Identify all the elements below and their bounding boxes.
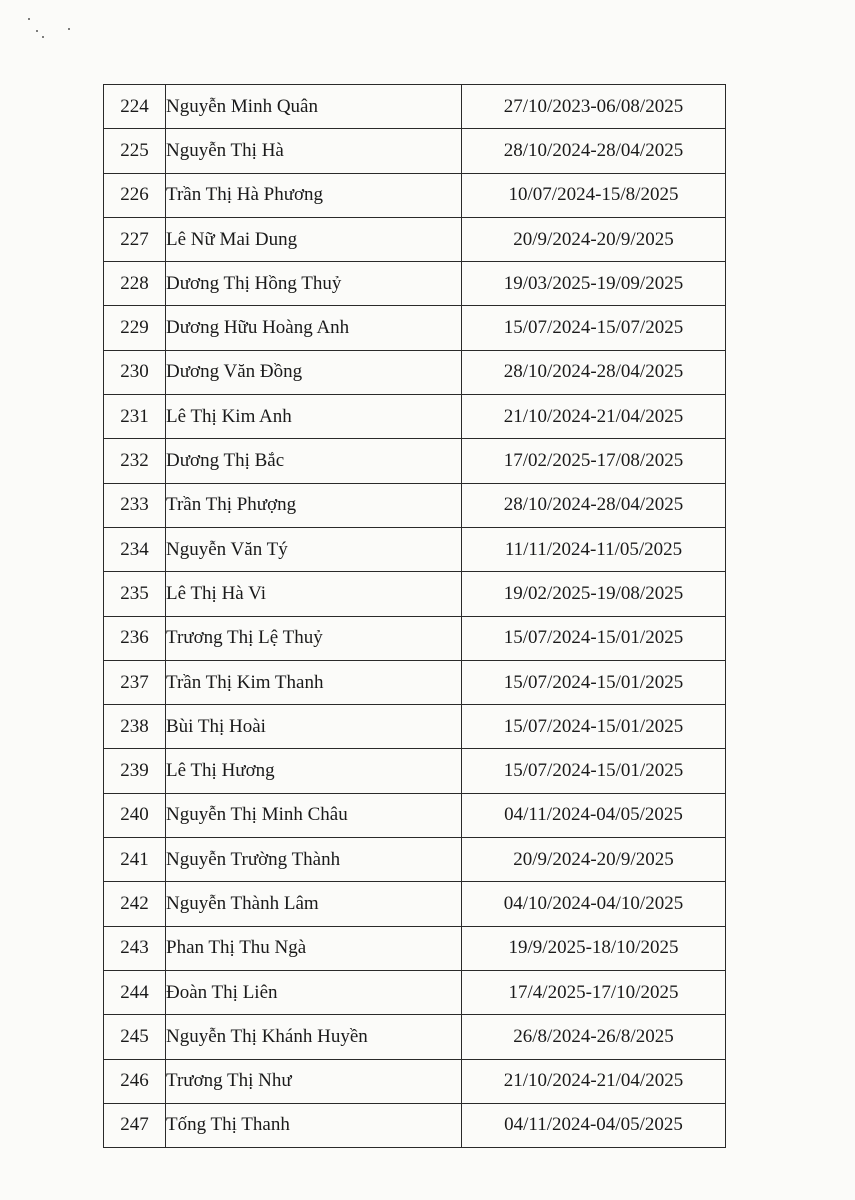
- table-row: [104, 749, 726, 793]
- period-cell: 11/11/2024-11/05/2025: [462, 527, 726, 571]
- name-cell: Dương Hữu Hoàng Anh: [166, 306, 462, 350]
- name-cell: Trần Thị Hà Phương: [166, 173, 462, 217]
- row-number-cell: 240: [104, 793, 166, 837]
- name-cell: Nguyễn Thị Minh Châu: [166, 793, 462, 837]
- name-cell: Lê Nữ Mai Dung: [166, 217, 462, 261]
- row-number-cell: 234: [104, 527, 166, 571]
- name-cell: Trần Thị Kim Thanh: [166, 660, 462, 704]
- period-cell: 04/11/2024-04/05/2025: [462, 1103, 726, 1147]
- period-cell: 19/9/2025-18/10/2025: [462, 926, 726, 970]
- table-row: [104, 1015, 726, 1059]
- name-cell: Phan Thị Thu Ngà: [166, 926, 462, 970]
- name-cell: Dương Thị Hồng Thuỷ: [166, 262, 462, 306]
- name-cell: Tống Thị Thanh: [166, 1103, 462, 1147]
- row-number-cell: 246: [104, 1059, 166, 1103]
- row-number-cell: 243: [104, 926, 166, 970]
- table-row: [104, 882, 726, 926]
- period-cell: 15/07/2024-15/01/2025: [462, 616, 726, 660]
- name-cell: Đoàn Thị Liên: [166, 970, 462, 1014]
- roster-table: [103, 84, 726, 1148]
- name-cell: Lê Thị Hương: [166, 749, 462, 793]
- period-cell: 04/11/2024-04/05/2025: [462, 793, 726, 837]
- table-row: [104, 616, 726, 660]
- roster-table-body: [104, 85, 726, 1148]
- name-cell: Lê Thị Hà Vi: [166, 572, 462, 616]
- name-cell: Bùi Thị Hoài: [166, 705, 462, 749]
- period-cell: 20/9/2024-20/9/2025: [462, 838, 726, 882]
- row-number-cell: 238: [104, 705, 166, 749]
- row-number-cell: 228: [104, 262, 166, 306]
- name-cell: Trương Thị Như: [166, 1059, 462, 1103]
- name-cell: Nguyễn Trường Thành: [166, 838, 462, 882]
- row-number-cell: 224: [104, 85, 166, 129]
- name-cell: Nguyễn Thị Hà: [166, 129, 462, 173]
- table-row: [104, 262, 726, 306]
- period-cell: 28/10/2024-28/04/2025: [462, 129, 726, 173]
- table-row: [104, 439, 726, 483]
- table-row: [104, 483, 726, 527]
- period-cell: 26/8/2024-26/8/2025: [462, 1015, 726, 1059]
- table-row: [104, 217, 726, 261]
- row-number-cell: 241: [104, 838, 166, 882]
- period-cell: 21/10/2024-21/04/2025: [462, 1059, 726, 1103]
- period-cell: 17/4/2025-17/10/2025: [462, 970, 726, 1014]
- name-cell: Nguyễn Thị Khánh Huyền: [166, 1015, 462, 1059]
- row-number-cell: 233: [104, 483, 166, 527]
- name-cell: Nguyễn Thành Lâm: [166, 882, 462, 926]
- table-row: [104, 85, 726, 129]
- period-cell: 27/10/2023-06/08/2025: [462, 85, 726, 129]
- table-row: [104, 705, 726, 749]
- name-cell: Lê Thị Kim Anh: [166, 395, 462, 439]
- table-row: [104, 350, 726, 394]
- period-cell: 15/07/2024-15/07/2025: [462, 306, 726, 350]
- row-number-cell: 239: [104, 749, 166, 793]
- period-cell: 15/07/2024-15/01/2025: [462, 705, 726, 749]
- table-row: [104, 395, 726, 439]
- table-row: [104, 527, 726, 571]
- name-cell: Trần Thị Phượng: [166, 483, 462, 527]
- row-number-cell: 236: [104, 616, 166, 660]
- row-number-cell: 237: [104, 660, 166, 704]
- row-number-cell: 244: [104, 970, 166, 1014]
- table-row: [104, 1103, 726, 1147]
- row-number-cell: 225: [104, 129, 166, 173]
- table-row: [104, 1059, 726, 1103]
- table-row: [104, 572, 726, 616]
- period-cell: 28/10/2024-28/04/2025: [462, 350, 726, 394]
- period-cell: 19/03/2025-19/09/2025: [462, 262, 726, 306]
- table-row: [104, 926, 726, 970]
- row-number-cell: 235: [104, 572, 166, 616]
- name-cell: Nguyễn Văn Tý: [166, 527, 462, 571]
- period-cell: 21/10/2024-21/04/2025: [462, 395, 726, 439]
- period-cell: 17/02/2025-17/08/2025: [462, 439, 726, 483]
- period-cell: 28/10/2024-28/04/2025: [462, 483, 726, 527]
- row-number-cell: 242: [104, 882, 166, 926]
- name-cell: Trương Thị Lệ Thuỷ: [166, 616, 462, 660]
- name-cell: Dương Văn Đồng: [166, 350, 462, 394]
- table-row: [104, 660, 726, 704]
- row-number-cell: 226: [104, 173, 166, 217]
- row-number-cell: 232: [104, 439, 166, 483]
- row-number-cell: 227: [104, 217, 166, 261]
- period-cell: 19/02/2025-19/08/2025: [462, 572, 726, 616]
- row-number-cell: 231: [104, 395, 166, 439]
- table-row: [104, 793, 726, 837]
- period-cell: 04/10/2024-04/10/2025: [462, 882, 726, 926]
- name-cell: Dương Thị Bắc: [166, 439, 462, 483]
- scan-specks: [28, 10, 88, 50]
- period-cell: 20/9/2024-20/9/2025: [462, 217, 726, 261]
- table-row: [104, 129, 726, 173]
- table-row: [104, 970, 726, 1014]
- row-number-cell: 247: [104, 1103, 166, 1147]
- period-cell: 15/07/2024-15/01/2025: [462, 660, 726, 704]
- period-cell: 10/07/2024-15/8/2025: [462, 173, 726, 217]
- name-cell: Nguyễn Minh Quân: [166, 85, 462, 129]
- table-row: [104, 306, 726, 350]
- row-number-cell: 245: [104, 1015, 166, 1059]
- table-row: [104, 838, 726, 882]
- period-cell: 15/07/2024-15/01/2025: [462, 749, 726, 793]
- row-number-cell: 230: [104, 350, 166, 394]
- table-row: [104, 173, 726, 217]
- row-number-cell: 229: [104, 306, 166, 350]
